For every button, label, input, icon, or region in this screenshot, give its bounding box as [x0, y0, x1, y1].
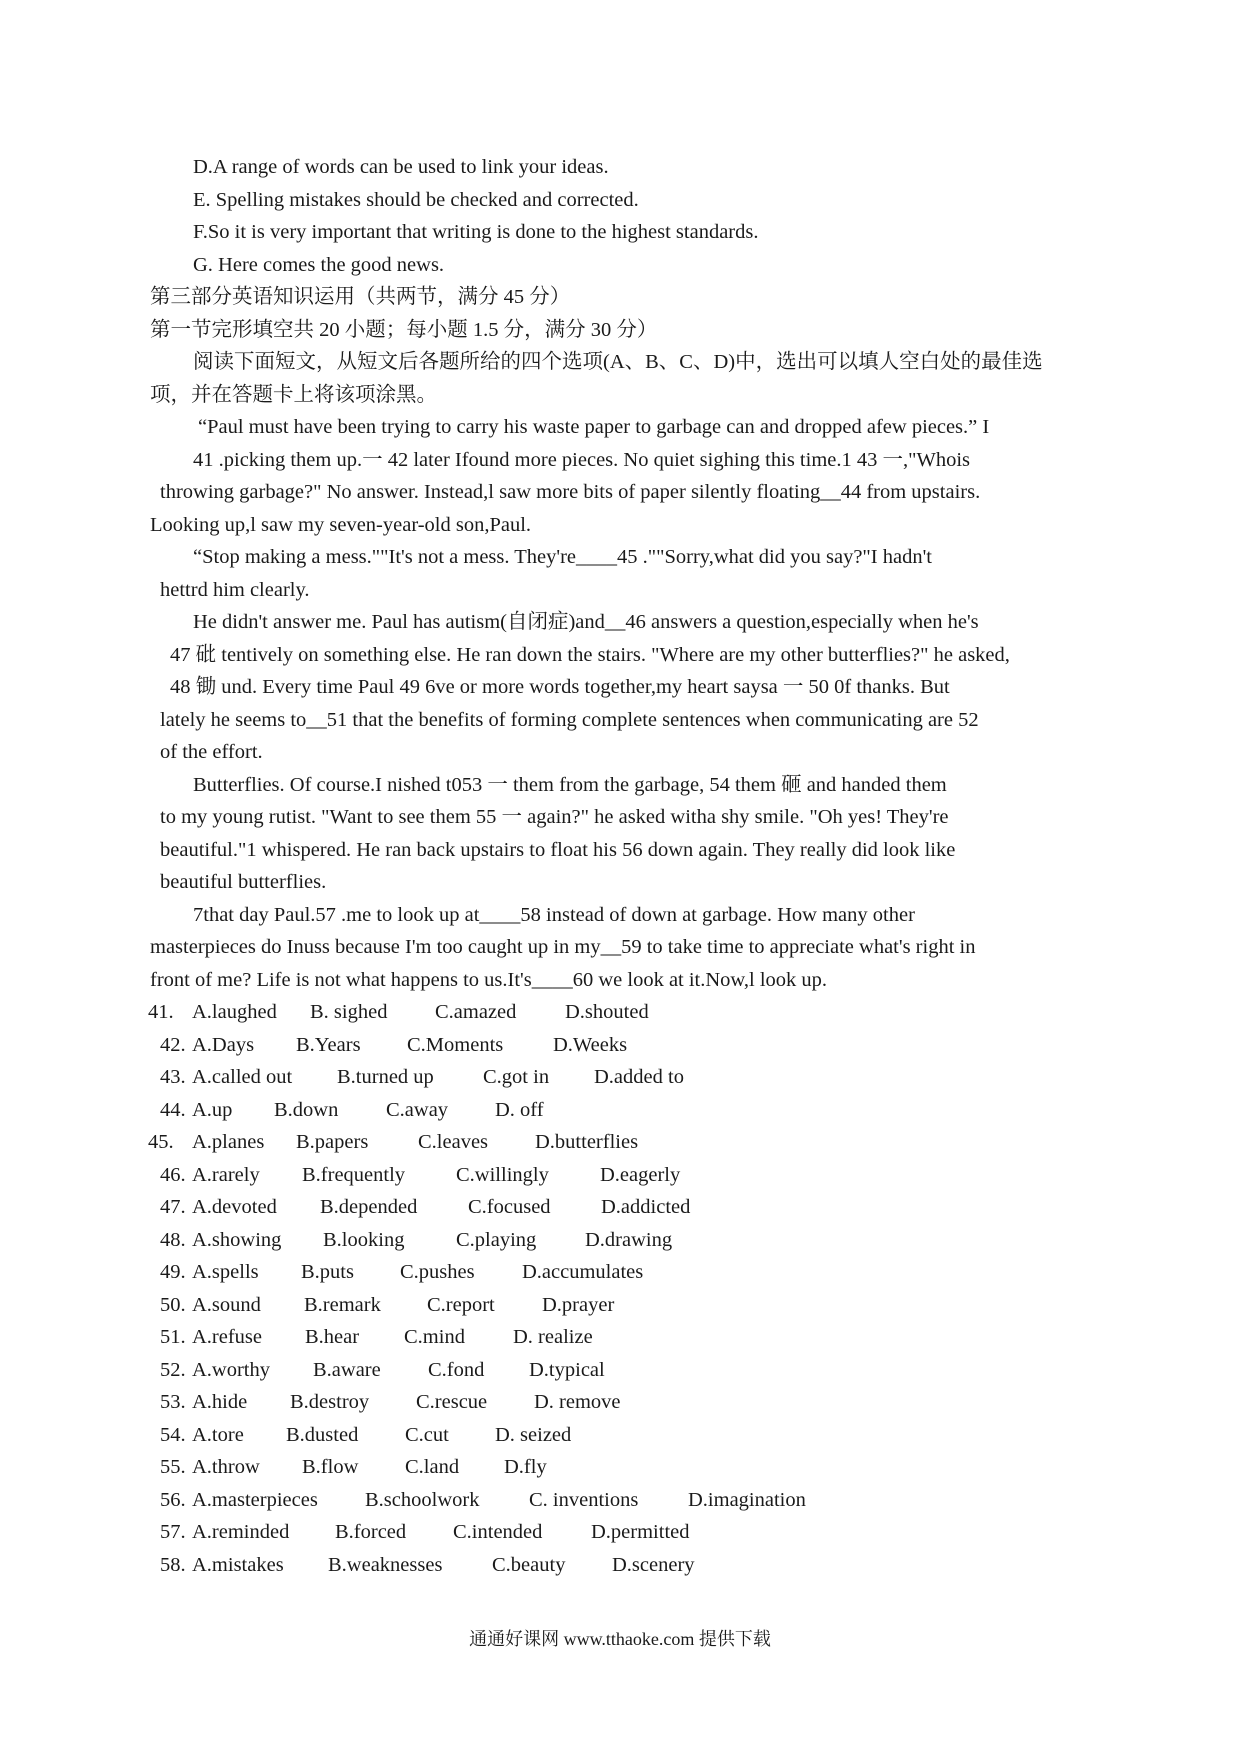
passage-line: of the effort.: [160, 741, 263, 763]
option-b: B.depended: [320, 1196, 418, 1218]
option-c: C.intended: [453, 1521, 543, 1543]
question-number: 44.: [160, 1099, 186, 1121]
instruction-line: 阅读下面短文，从短文后各题所给的四个选项(A、B、C、D)中，选出可以填人空白处的最佳选: [193, 351, 1043, 373]
question-number: 56.: [160, 1489, 186, 1511]
passage-line: lately he seems to__51 that the benefits of forming complete sentences when communicating are 52: [160, 709, 979, 731]
question-number: 50.: [160, 1294, 186, 1316]
question-number: 48.: [160, 1229, 186, 1251]
option-a: A.tore: [192, 1424, 244, 1446]
passage-line: to my young rutist. "Want to see them 55 一 again?" he asked witha shy smile. "Oh yes! They're: [160, 806, 949, 828]
question-row: [160, 1488, 806, 1512]
option-d: D.drawing: [585, 1229, 673, 1251]
question-row: [160, 1195, 691, 1219]
question-row: [160, 1358, 605, 1382]
option-c: C.willingly: [456, 1164, 549, 1186]
passage-line: 48 锄 und. Every time Paul 49 6ve or more words together,my heart saysa 一 50 0f thanks. But: [170, 676, 950, 698]
option-d: D.added to: [594, 1066, 684, 1088]
question-number: 43.: [160, 1066, 186, 1088]
page-footer: 通通好课网 www.tthaoke.com 提供下载: [469, 1629, 771, 1649]
option-b: B.flow: [302, 1456, 359, 1478]
passage-line: 41 .picking them up.一 42 later Ifound more pieces. No quiet sighing this time.1 43 一,"Whois: [193, 449, 970, 471]
option-a: A.mistakes: [192, 1554, 284, 1576]
option-c: C.amazed: [435, 1001, 517, 1023]
section-title: 第三部分英语知识运用（共两节，满分 45 分）: [150, 286, 571, 308]
question-row: [160, 1260, 644, 1284]
question-number: 53.: [160, 1391, 186, 1413]
subsection-title: 第一节完形填空共 20 小题；每小题 1.5 分，满分 30 分）: [150, 319, 658, 341]
option-d: D.addicted: [601, 1196, 691, 1218]
option-a: A.devoted: [192, 1196, 277, 1218]
question-number: 55.: [160, 1456, 186, 1478]
question-row: [160, 1390, 621, 1414]
option-c: C.rescue: [416, 1391, 488, 1413]
option-b: B.looking: [323, 1229, 405, 1251]
option-d: D. realize: [513, 1326, 593, 1348]
option-b: B.remark: [304, 1294, 381, 1316]
choice-g: G. Here comes the good news.: [193, 254, 445, 276]
question-number: 51.: [160, 1326, 186, 1348]
question-number: 42.: [160, 1034, 186, 1056]
question-number: 41.: [148, 1001, 174, 1023]
question-row: [160, 1325, 593, 1349]
question-row: [160, 1033, 628, 1057]
option-d: D. off: [495, 1099, 544, 1121]
passage-line: Looking up,l saw my seven-year-old son,Paul.: [150, 514, 532, 536]
question-number: 58.: [160, 1554, 186, 1576]
option-a: A.masterpieces: [192, 1489, 318, 1511]
option-a: A.reminded: [192, 1521, 290, 1543]
option-d: D.scenery: [612, 1554, 695, 1576]
question-row: [160, 1098, 544, 1122]
option-b: B.Years: [296, 1034, 361, 1056]
question-number: 47.: [160, 1196, 186, 1218]
passage-line: hettrd him clearly.: [160, 579, 310, 601]
option-b: B.puts: [301, 1261, 354, 1283]
question-row: [160, 1520, 690, 1544]
option-b: B.schoolwork: [365, 1489, 480, 1511]
option-b: B.dusted: [286, 1424, 359, 1446]
passage-line: “Stop making a mess.""It's not a mess. They're____45 .""Sorry,what did you say?"I hadn't: [193, 546, 932, 568]
option-a: A.rarely: [192, 1164, 260, 1186]
option-b: B.aware: [313, 1359, 381, 1381]
option-b: B.destroy: [290, 1391, 370, 1413]
question-row: [160, 1228, 673, 1252]
question-number: 46.: [160, 1164, 186, 1186]
option-b: B.frequently: [302, 1164, 406, 1186]
question-row: [160, 1163, 681, 1187]
question-row: [160, 1455, 547, 1479]
option-b: B.hear: [305, 1326, 360, 1348]
option-a: A.worthy: [192, 1359, 271, 1381]
passage-line: throwing garbage?" No answer. Instead,l saw more bits of paper silently floating__44 from upstairs.: [160, 481, 981, 503]
passage-line: Butterflies. Of course.I nished t053 一 them from the garbage, 54 them 砸 and handed them: [193, 774, 947, 796]
option-b: B.forced: [335, 1521, 407, 1543]
option-d: D. seized: [495, 1424, 572, 1446]
option-c: C.pushes: [400, 1261, 475, 1283]
option-d: D.Weeks: [553, 1034, 628, 1056]
passage-line: He didn't answer me. Paul has autism(自闭症)and__46 answers a question,especially when he's: [193, 611, 979, 633]
option-c: C.fond: [428, 1359, 485, 1381]
option-a: A.showing: [192, 1229, 282, 1251]
option-b: B. sighed: [310, 1001, 388, 1023]
option-c: C.mind: [404, 1326, 465, 1348]
option-c: C.report: [427, 1294, 495, 1316]
option-a: A.throw: [192, 1456, 260, 1478]
question-number: 49.: [160, 1261, 186, 1283]
option-d: D.butterflies: [535, 1131, 639, 1153]
question-row: [160, 1423, 572, 1447]
option-c: C.Moments: [407, 1034, 504, 1056]
option-c: C.focused: [468, 1196, 551, 1218]
option-c: C.land: [405, 1456, 460, 1478]
instruction-line: 项，并在答题卡上将该项涂黑。: [150, 384, 437, 406]
passage-line: front of me? Life is not what happens to us.It's____60 we look at it.Now,l look up.: [150, 969, 828, 991]
question-number: 54.: [160, 1424, 186, 1446]
option-a: A.up: [192, 1099, 233, 1121]
option-b: B.down: [274, 1099, 339, 1121]
option-a: A.refuse: [192, 1326, 263, 1348]
option-a: A.spells: [192, 1261, 259, 1283]
option-b: B.papers: [296, 1131, 369, 1153]
question-row: [148, 1130, 639, 1154]
option-a: A.hide: [192, 1391, 248, 1413]
option-d: D.imagination: [688, 1489, 806, 1511]
option-c: C.away: [386, 1099, 449, 1121]
option-c: C.beauty: [492, 1554, 566, 1576]
option-c: C.got in: [483, 1066, 550, 1088]
question-number: 52.: [160, 1359, 186, 1381]
option-a: A.Days: [192, 1034, 255, 1056]
choice-e: E. Spelling mistakes should be checked and corrected.: [193, 189, 639, 211]
option-b: B.turned up: [337, 1066, 434, 1088]
option-c: C. inventions: [529, 1489, 639, 1511]
option-a: A.called out: [192, 1066, 293, 1088]
option-d: D.shouted: [565, 1001, 649, 1023]
passage-line: beautiful."1 whispered. He ran back upstairs to float his 56 down again. They really did look like: [160, 839, 956, 861]
question-row: [148, 1000, 649, 1024]
choice-d: D.A range of words can be used to link your ideas.: [193, 156, 609, 178]
option-c: C.leaves: [418, 1131, 489, 1153]
option-d: D.fly: [504, 1456, 547, 1478]
option-d: D.accumulates: [522, 1261, 644, 1283]
option-c: C.cut: [405, 1424, 449, 1446]
question-number: 57.: [160, 1521, 186, 1543]
option-d: D.permitted: [591, 1521, 690, 1543]
option-a: A.sound: [192, 1294, 261, 1316]
passage-line: “Paul must have been trying to carry his waste paper to garbage can and dropped afew pieces.” I: [198, 416, 990, 438]
option-d: D.prayer: [542, 1294, 615, 1316]
option-d: D. remove: [534, 1391, 621, 1413]
passage-line: 7that day Paul.57 .me to look up at____58 instead of down at garbage. How many other: [193, 904, 915, 926]
question-row: [160, 1553, 695, 1577]
option-a: A.laughed: [192, 1001, 277, 1023]
question-row: [160, 1293, 615, 1317]
choice-f: F.So it is very important that writing is done to the highest standards.: [193, 221, 759, 243]
question-number: 45.: [148, 1131, 174, 1153]
question-row: [160, 1065, 684, 1089]
passage-line: masterpieces do Inuss because I'm too caught up in my__59 to take time to appreciate what's right in: [150, 936, 976, 958]
option-b: B.weaknesses: [328, 1554, 443, 1576]
option-a: A.planes: [192, 1131, 265, 1153]
option-c: C.playing: [456, 1229, 537, 1251]
passage-line: 47 砒 tentively on something else. He ran down the stairs. "Where are my other butterflies?" he asked,: [170, 644, 1010, 666]
option-d: D.typical: [529, 1359, 605, 1381]
passage-line: beautiful butterflies.: [160, 871, 327, 893]
option-d: D.eagerly: [600, 1164, 681, 1186]
